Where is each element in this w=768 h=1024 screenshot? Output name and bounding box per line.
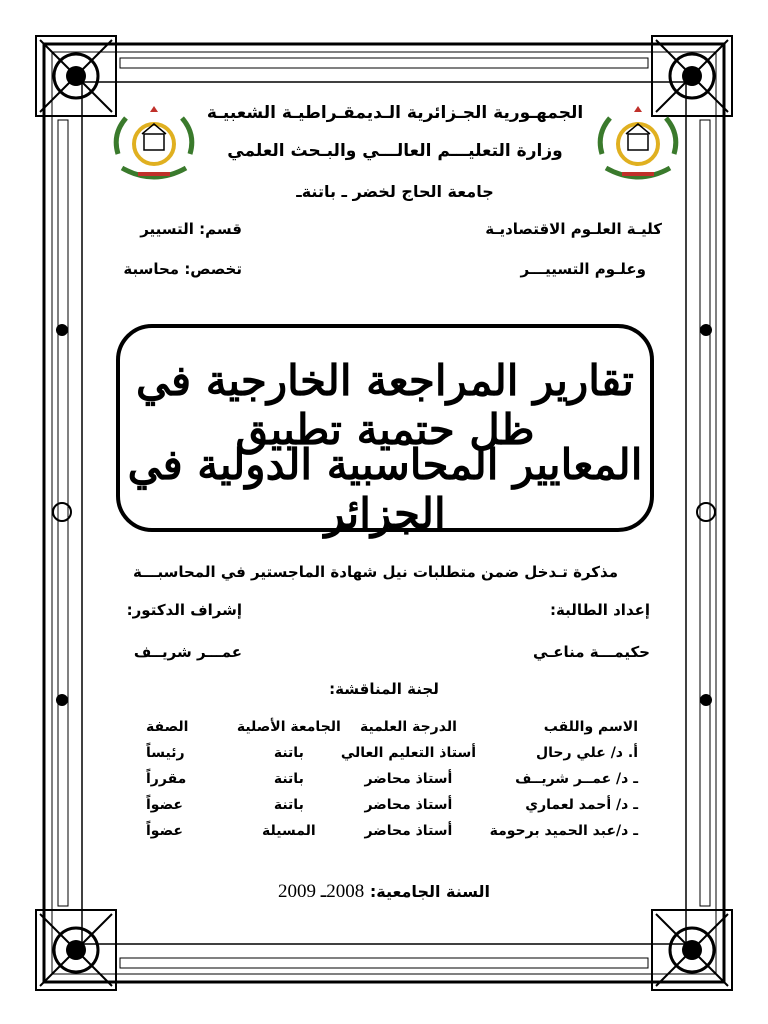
- jury-header-university: الجامعة الأصلية: [236, 719, 341, 735]
- jury-title: لجنة المناقشة:: [329, 680, 439, 698]
- university-name: جامعة الحاج لخضر ـ باتنةـ: [296, 182, 494, 201]
- jury-member-role: عضواً: [146, 823, 183, 839]
- jury-header-name: الاسم واللقب: [543, 719, 638, 735]
- jury-member-rank: أستاذ محاضر: [364, 823, 453, 839]
- jury-table: [146, 714, 638, 844]
- jury-member-university: باتنة: [273, 797, 304, 813]
- thesis-title-line-1: تقارير المراجعة الخارجية في ظل حتمية تطبيق: [136, 356, 634, 454]
- academic-year-value: 2008ـ 2009: [277, 881, 365, 902]
- faculty-name: كليـة العلـوم الاقتصاديـة: [485, 220, 662, 238]
- academic-year: [0, 880, 768, 903]
- jury-member-rank: أستاذ محاضر: [364, 797, 453, 813]
- thesis-title-box: [116, 324, 654, 538]
- student-label: إعداد الطالبة:: [550, 601, 650, 619]
- jury-member-name: ـ د/ عمــر شريــف: [515, 771, 638, 787]
- jury-member-name: ـ د/ أحمد لعماري: [525, 797, 638, 813]
- jury-member-role: رئيساً: [146, 745, 185, 761]
- student-name: حكيمـــة مناعـي: [532, 643, 650, 661]
- jury-member-role: مقرراً: [146, 771, 187, 787]
- jury-member-name: أ. د/ علي رحال: [535, 745, 638, 761]
- table-row: [146, 740, 638, 766]
- jury-member-role: عضواً: [146, 797, 183, 813]
- jury-header-role: الصفة: [146, 719, 189, 735]
- jury-member-university: المسيلة: [262, 823, 316, 839]
- jury-member-rank: أستاذ التعليم العالي: [340, 745, 477, 761]
- faculty-name-continued: وعلـوم التسييـــر: [520, 260, 646, 278]
- republic-name: الجمهـورية الجـزائرية الـديمقـراطيـة الشعبيـة: [206, 103, 584, 123]
- table-row: [146, 818, 638, 844]
- jury-header-rank: الدرجة العلمية: [359, 719, 457, 735]
- table-row: [146, 766, 638, 792]
- table-row: [146, 792, 638, 818]
- supervisor-name: عمـــر شريــف: [133, 643, 242, 661]
- corner-ornament-bottom-right: [652, 910, 732, 990]
- academic-year-label: السنة الجامعية:: [369, 882, 491, 901]
- memo-statement: مذكرة تـدخل ضمن متطلبات نيل شهادة الماجستير في المحاسبـــة: [132, 563, 618, 581]
- ministry-name: وزارة التعليـــم العالـــي والبـحث العلمي: [227, 141, 563, 161]
- department: قسم: التسيير: [140, 220, 242, 238]
- specialty: تخصص: محاسبة: [123, 260, 242, 278]
- supervisor-label: إشراف الدكتور:: [126, 601, 242, 619]
- jury-member-name: ـ د/عبد الحميد برحومة: [489, 823, 638, 839]
- corner-ornament-top-left: [36, 36, 116, 116]
- university-logo-left: [108, 104, 200, 192]
- university-logo-right: [592, 104, 684, 192]
- corner-ornament-bottom-left: [36, 910, 116, 990]
- jury-member-rank: أستاذ محاضر: [364, 771, 453, 787]
- thesis-title-line-2: المعايير المحاسبية الدولية في الجزائر: [127, 440, 643, 538]
- jury-member-university: باتنة: [273, 745, 304, 761]
- jury-header-row: [146, 714, 638, 740]
- jury-member-university: باتنة: [273, 771, 304, 787]
